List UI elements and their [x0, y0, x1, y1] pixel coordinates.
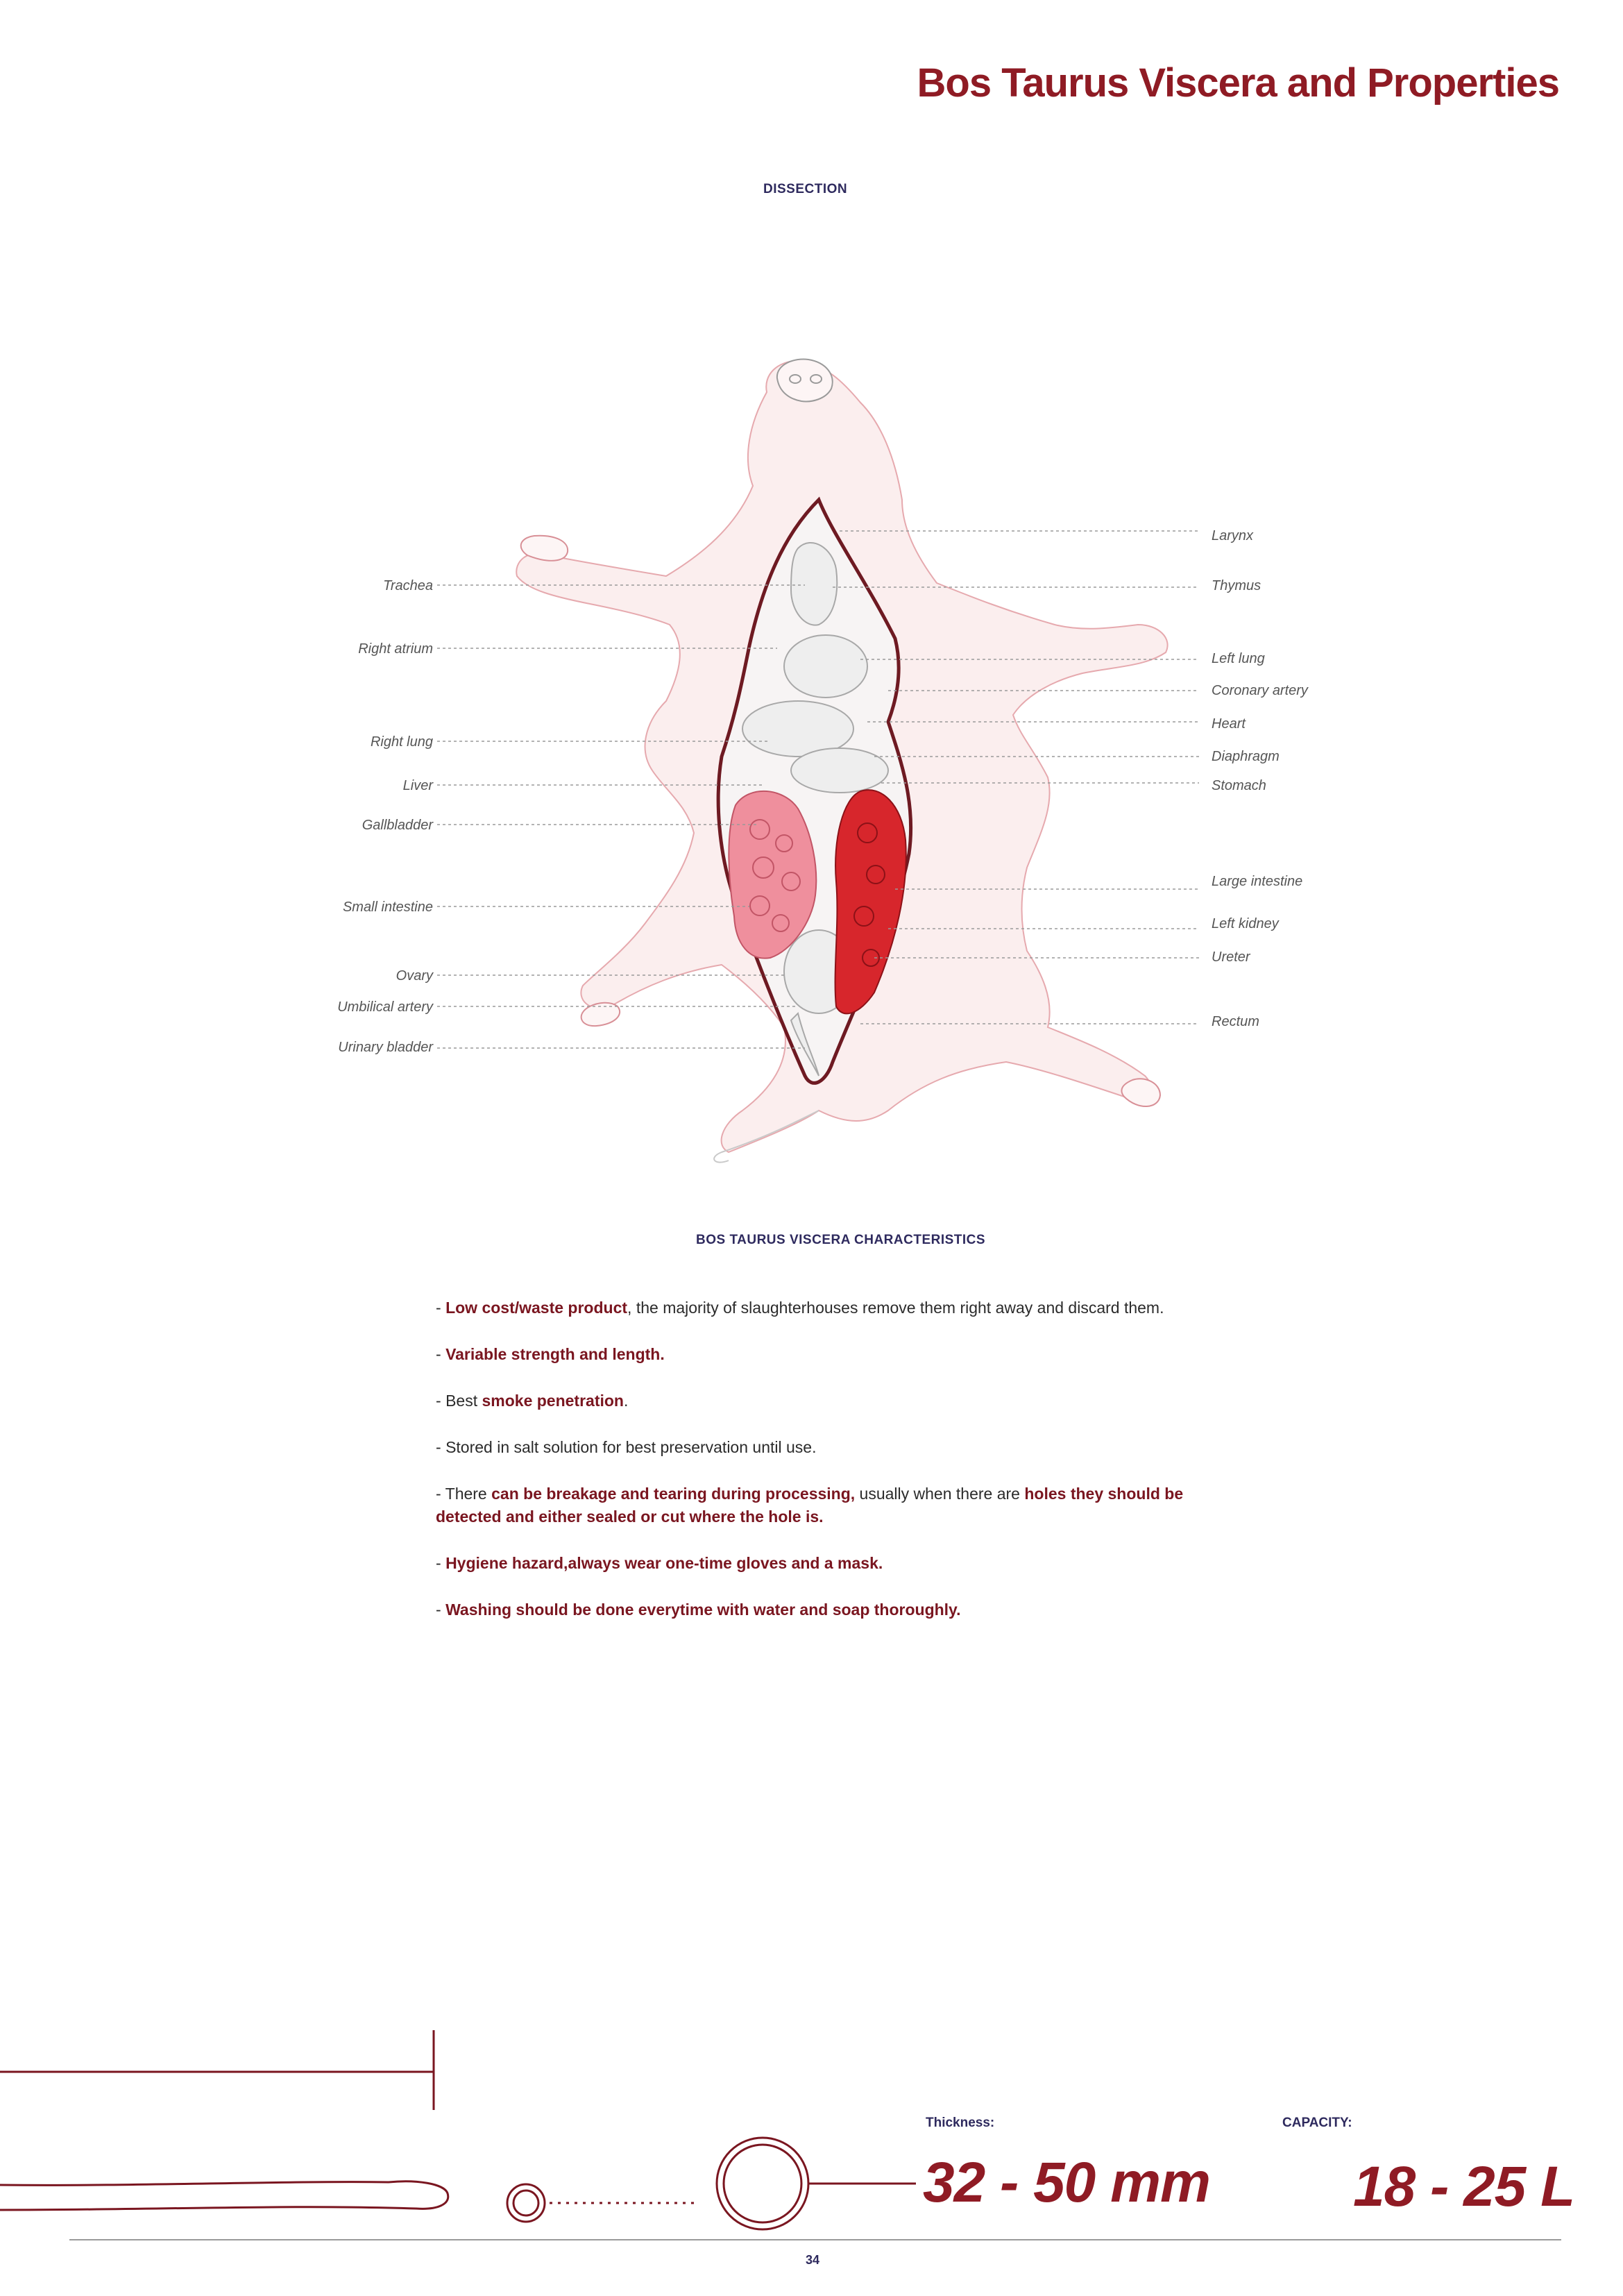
characteristic-emphasis: Variable strength and length. — [445, 1345, 665, 1363]
casing-illustration — [0, 1999, 1623, 2296]
label-larynx: Larynx — [1212, 528, 1254, 543]
label-left-kidney: Left kidney — [1212, 916, 1279, 931]
characteristic-item: - Hygiene hazard,always wear one-time gloves and a mask. — [436, 1554, 883, 1572]
rear-hoof-right — [1121, 1079, 1160, 1106]
label-umbilical-artery: Umbilical artery — [337, 999, 433, 1015]
page-title: Bos Taurus Viscera and Properties — [917, 60, 1559, 105]
label-gallbladder: Gallbladder — [362, 818, 433, 833]
characteristic-item: - Washing should be done everytime with water and soap thoroughly. — [436, 1601, 961, 1619]
label-urinary-bladder: Urinary bladder — [338, 1040, 433, 1055]
characteristic-text: , the majority of slaughterhouses remove them right away and discard them. — [627, 1299, 1164, 1317]
characteristic-item: - Stored in salt solution for best preservation until use. — [436, 1438, 817, 1456]
thickness-value: 32 - 50 mm — [923, 2151, 1210, 2214]
page-number: 34 — [806, 2253, 820, 2267]
label-diaphragm: Diaphragm — [1212, 749, 1280, 764]
characteristic-item: - Variable strength and length. — [436, 1345, 665, 1363]
dissection-heading: DISSECTION — [763, 182, 848, 196]
characteristic-item: - Best smoke penetration. — [436, 1392, 629, 1410]
right-labels — [1212, 528, 1309, 1029]
left-labels — [337, 578, 434, 1055]
characteristic-emphasis: holes they should be detected and either sealed or cut where the hole is. — [436, 1485, 1184, 1526]
label-liver: Liver — [402, 778, 433, 793]
characteristic-item: - There can be breakage and tearing during processing, usually when there are holes they should be detected and either sealed or cut where the hole is. — [436, 1485, 1184, 1526]
label-large-intestine: Large intestine — [1212, 874, 1303, 889]
characteristic-text: Stored in salt solution for best preservation until use. — [445, 1438, 817, 1456]
label-coronary-artery: Coronary artery — [1212, 683, 1308, 698]
label-right-atrium: Right atrium — [358, 641, 433, 657]
capacity-label: CAPACITY: — [1282, 2116, 1352, 2130]
characteristic-emphasis: Hygiene hazard,always wear one-time gloves and a mask. — [445, 1554, 883, 1572]
label-ureter: Ureter — [1212, 949, 1250, 965]
label-stomach: Stomach — [1212, 778, 1266, 793]
label-trachea: Trachea — [383, 578, 433, 593]
characteristics-list — [436, 1297, 1213, 1645]
characteristic-text: usually when there are — [855, 1485, 1025, 1503]
label-rectum: Rectum — [1212, 1014, 1259, 1029]
capacity-value: 18 - 25 L — [1353, 2155, 1575, 2218]
label-ovary: Ovary — [396, 968, 433, 984]
characteristic-emphasis: smoke penetration — [482, 1392, 624, 1410]
characteristic-text: Best — [445, 1392, 482, 1410]
characteristic-text: . — [623, 1392, 629, 1410]
label-left-lung: Left lung — [1212, 651, 1265, 666]
characteristic-text: There — [445, 1485, 492, 1503]
label-thymus: Thymus — [1212, 578, 1261, 593]
label-right-lung: Right lung — [370, 734, 433, 750]
thickness-label: Thickness: — [926, 2116, 995, 2130]
characteristic-emphasis: Washing should be done everytime with water and soap thoroughly. — [445, 1601, 961, 1619]
characteristic-emphasis: can be breakage and tearing during processing, — [491, 1485, 856, 1503]
label-heart: Heart — [1212, 716, 1246, 732]
characteristic-emphasis: Low cost/waste product — [445, 1299, 628, 1317]
characteristics-heading: BOS TAURUS VISCERA CHARACTERISTICS — [696, 1233, 986, 1247]
label-small-intestine: Small intestine — [342, 900, 433, 915]
characteristic-item: - Low cost/waste product, the majority of slaughterhouses remove them right away and discard them. — [436, 1299, 1164, 1317]
